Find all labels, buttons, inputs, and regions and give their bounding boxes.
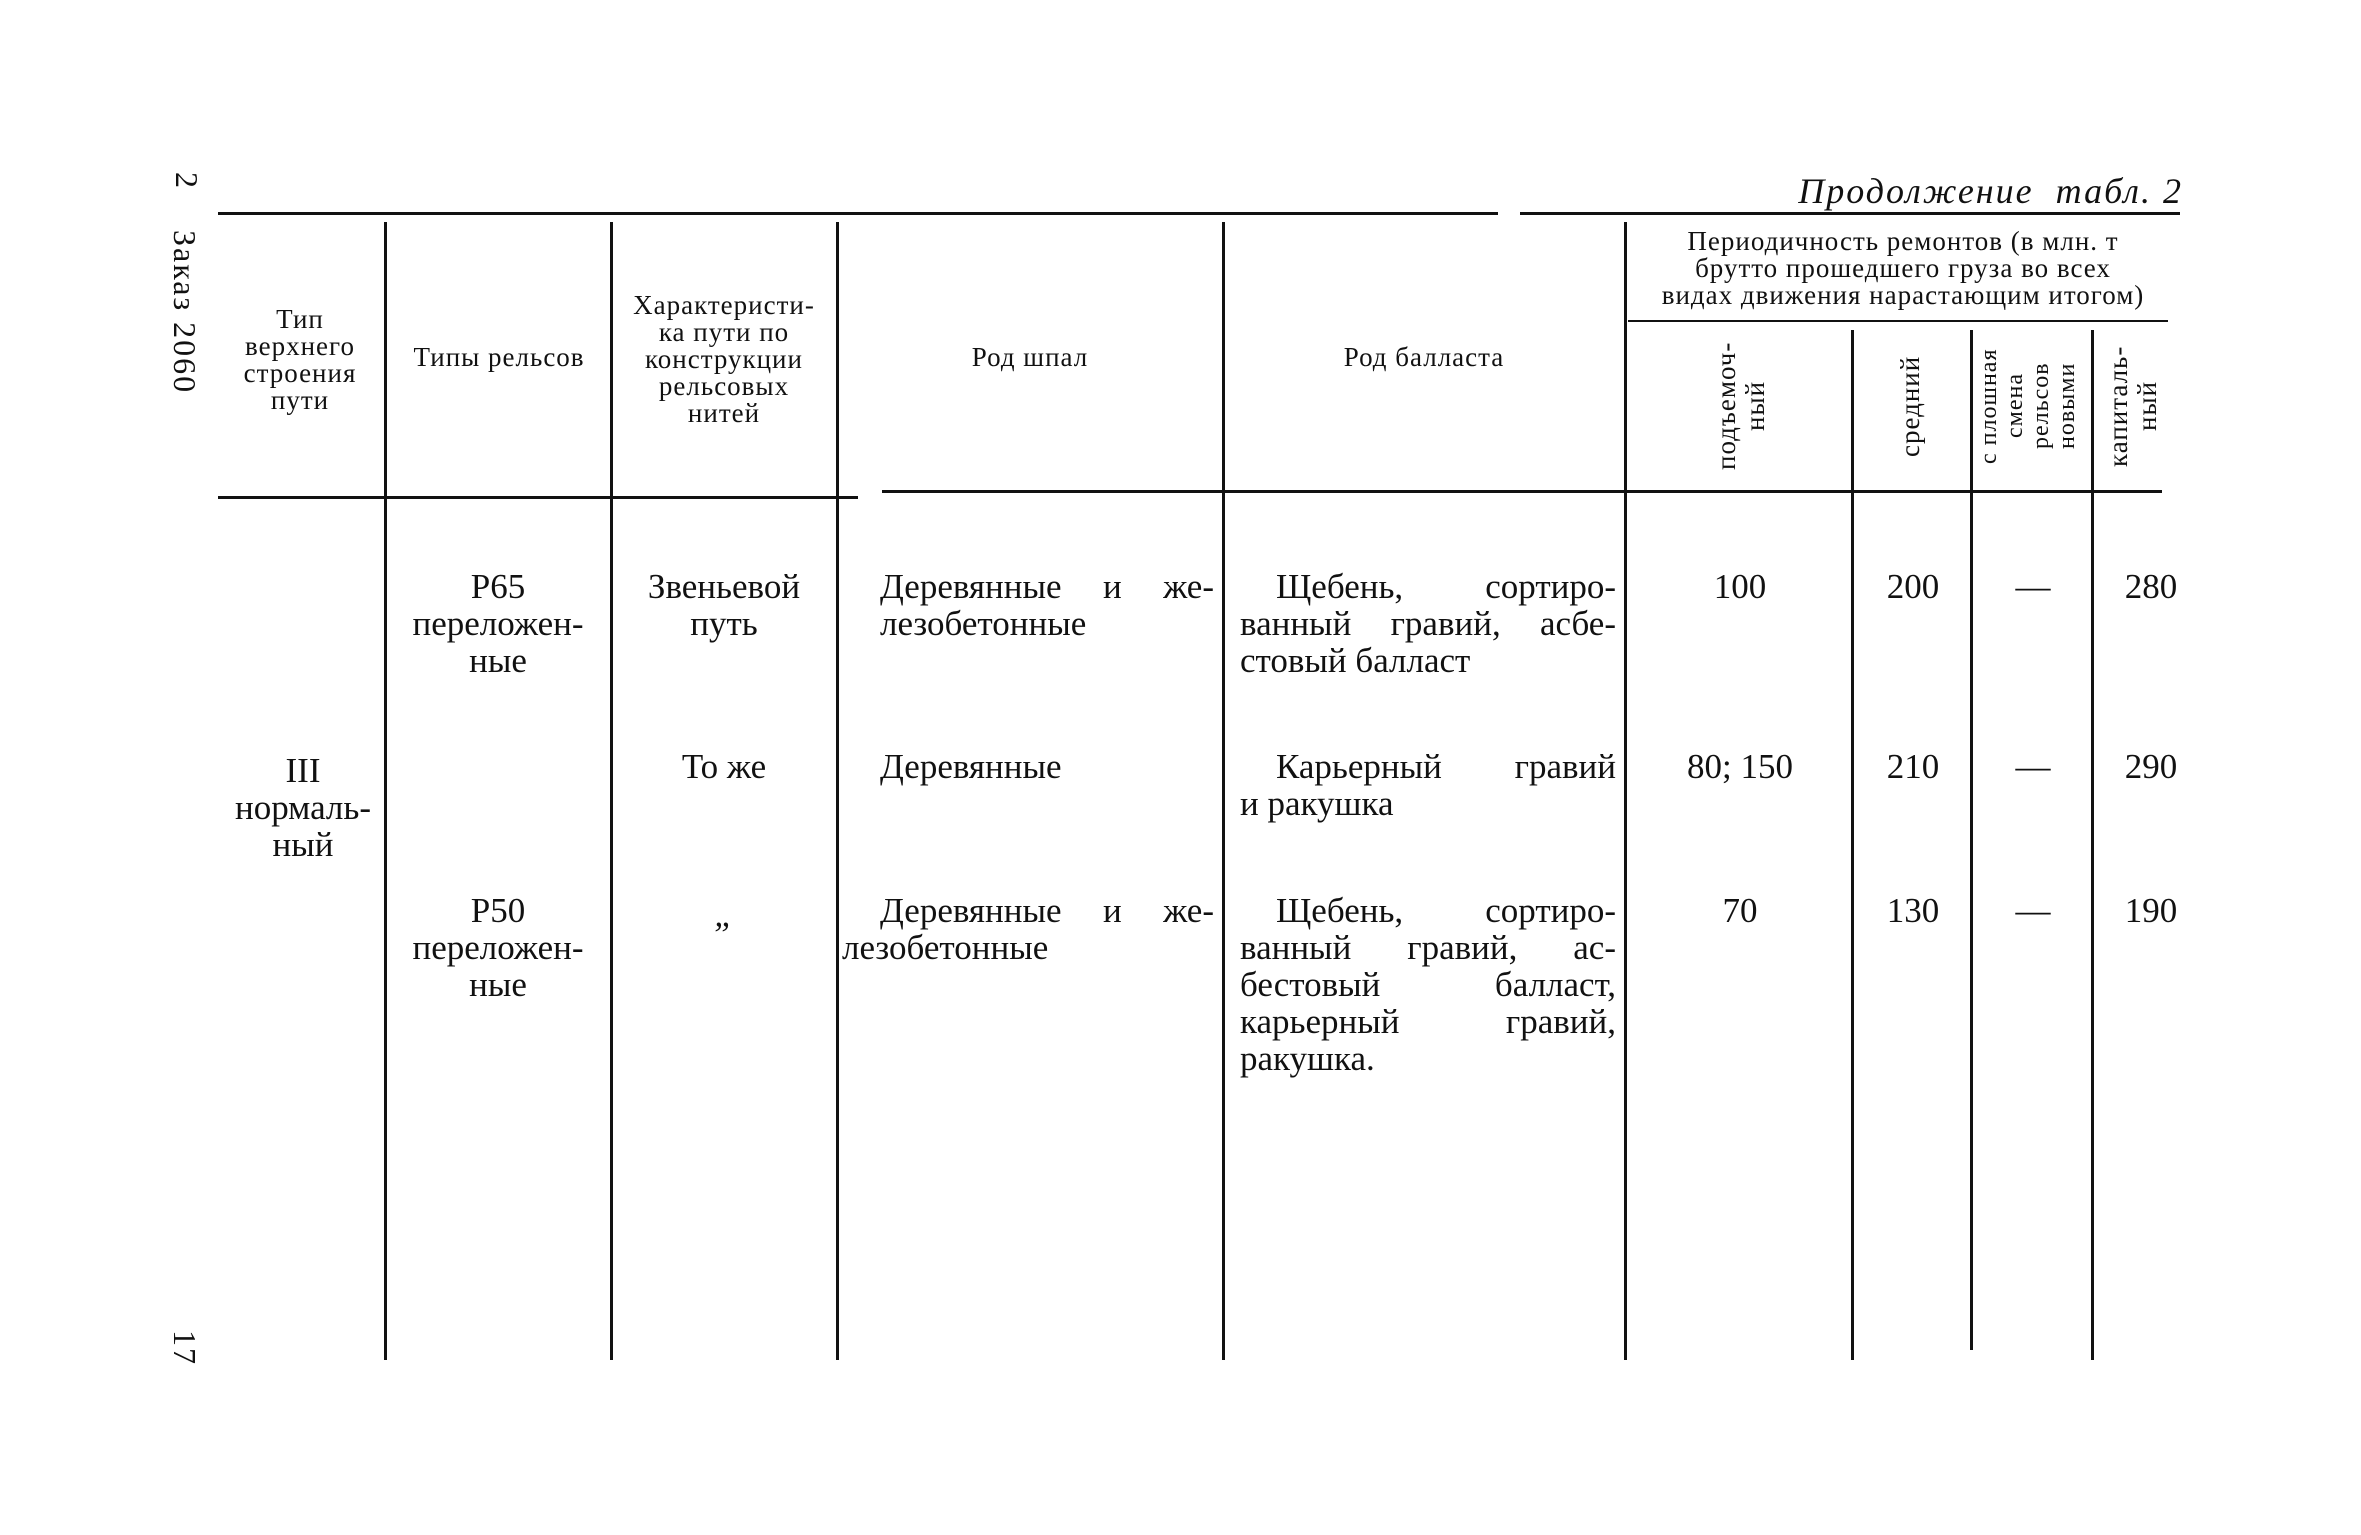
capital-value: 290 [2124, 747, 2178, 786]
lifting-value: 100 [1713, 567, 1767, 606]
subheader-lifting: подъемоч- ный [1711, 341, 1770, 471]
rail-type-cell: Р65 переложен- ные [412, 567, 584, 680]
lifting-value: 80; 150 [1687, 747, 1793, 786]
rail-type-cell: Р50 переложен- ные [412, 891, 584, 1004]
replacement-value: — [2015, 891, 2051, 930]
replacement-value: — [2015, 567, 2051, 606]
subheader-capital: капиталь- ный [2103, 345, 2162, 467]
subheader-medium: средний [1895, 355, 1925, 457]
header-track-type: Тип верхнего строения пути [243, 304, 357, 415]
subheader-rail-replacement: с плошная смена рельсов новыми [1976, 348, 2080, 464]
sleeper-cell: Деревянные [880, 747, 1062, 786]
medium-value: 210 [1886, 747, 1940, 786]
medium-value: 200 [1886, 567, 1940, 606]
header-rail-types: Типы рельсов [413, 342, 585, 372]
sleeper-cell: Деревянные и же- лезобетонные [842, 891, 1214, 967]
medium-value: 130 [1886, 891, 1940, 930]
margin-order-label: Заказ 2060 [167, 230, 203, 395]
characteristic-cell: Звеньевой путь [647, 567, 801, 643]
margin-page-mark: 2 [169, 172, 205, 190]
ballast-cell: Щебень, сортиро- ванный гравий, ас- бестовый балласт, карьерный гравий, ракушка. [1240, 891, 1616, 1078]
lifting-value: 70 [1722, 891, 1758, 930]
track-type-value: III нормаль- ный [234, 751, 372, 864]
capital-value: 280 [2124, 567, 2178, 606]
continuation-label: Продолжение табл. 2 [1798, 171, 2183, 211]
sleeper-cell: Деревянные и же- лезобетонные [880, 567, 1214, 643]
replacement-value: — [2015, 747, 2051, 786]
capital-value: 190 [2124, 891, 2178, 930]
characteristic-cell: То же [681, 747, 767, 786]
margin-page-number: 17 [167, 1330, 203, 1366]
characteristic-cell: „ [714, 895, 734, 934]
header-ballast-type: Род балласта [1343, 342, 1505, 372]
header-repair-period: Периодичность ремонтов (в млн. т брутто прошедшего груза во всех видах движения нарастающим итогом) [1661, 226, 2145, 310]
ballast-cell: Щебень, сортиро- ванный гравий, асбе- стовый балласт [1240, 567, 1616, 680]
ballast-cell: Карьерный гравий и ракушка [1240, 747, 1616, 823]
header-sleeper-type: Род шпал [971, 342, 1089, 372]
header-track-characteristics: Характеристи- ка пути по конструкции рельсовых нитей [633, 290, 815, 428]
